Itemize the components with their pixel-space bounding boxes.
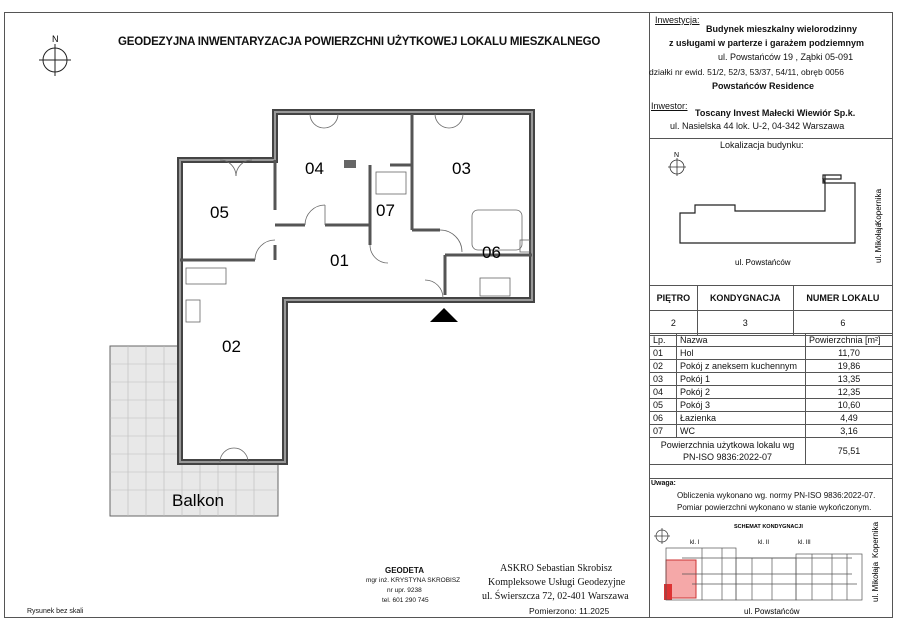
- notes-label: Uwaga:: [651, 480, 676, 487]
- measured-date: Pomierzono: 11.2025: [529, 606, 610, 616]
- company-services: Kompleksowe Usługi Geodezyjne: [488, 577, 626, 588]
- investment-line5: Powstańców Residence: [712, 81, 815, 91]
- row-lp: 07: [650, 425, 677, 438]
- investor-line1: Toscany Invest Małecki Wiewiór Sp.k.: [695, 108, 856, 118]
- rooms-header-area: Powierzchnia [m²]: [806, 334, 893, 347]
- row-lp: 04: [650, 386, 677, 399]
- total-label-line2: PN-ISO 9836:2022-07: [682, 452, 773, 462]
- floor-schema: [652, 518, 890, 616]
- row-area: 10,60: [806, 399, 893, 412]
- investment-line2: z usługami w parterze i garażem podziemnym: [669, 38, 865, 48]
- company-address: ul. Świerszcza 72, 02-401 Warszawa: [482, 591, 629, 602]
- room-label-07: 07: [376, 201, 395, 220]
- room-label-05: 05: [210, 203, 229, 222]
- balcony-label: Balkon: [172, 491, 224, 510]
- schema-kl3: kl. III: [798, 540, 811, 546]
- row-lp: 03: [650, 373, 677, 386]
- row-name: Pokój z aneksem kuchennym: [677, 360, 806, 373]
- divider: [649, 478, 893, 479]
- geodeta-name: mgr inż. KRYSTYNA SKROBISZ: [366, 577, 461, 584]
- scale-note: Rysunek bez skali: [27, 608, 84, 615]
- row-lp: 02: [650, 360, 677, 373]
- investment-line1: Budynek mieszkalny wielorodzinny: [706, 24, 858, 34]
- investor-line2: ul. Nasielska 44 lok. U-2, 04-342 Warszawa: [670, 121, 845, 131]
- investment-label: Inwestycja:: [655, 15, 700, 25]
- row-name: Pokój 1: [677, 373, 806, 386]
- total-value: 75,51: [806, 438, 893, 465]
- investor-label: Inwestor:: [651, 101, 688, 111]
- table-row: [650, 360, 893, 373]
- entrance-arrow-icon: [430, 308, 458, 322]
- row-name: Łazienka: [677, 412, 806, 425]
- room-label-03: 03: [452, 159, 471, 178]
- document-title: GEODEZYJNA INWENTARYZACJA POWIERZCHNI UŻYTKOWEJ LOKALU MIESZKALNEGO: [118, 36, 601, 48]
- summary-value-level: 3: [697, 311, 793, 336]
- schema-kl1: kl. I: [690, 540, 700, 546]
- summary-table: [649, 285, 893, 336]
- room-label-04: 04: [305, 159, 324, 178]
- row-name: Pokój 2: [677, 386, 806, 399]
- schema-street-right2: ul. Mikołaja: [871, 561, 880, 602]
- row-name: Pokój 3: [677, 399, 806, 412]
- svg-text:N: N: [674, 152, 680, 159]
- room-label-01: 01: [330, 251, 349, 270]
- row-name: WC: [677, 425, 806, 438]
- row-area: 11,70: [806, 347, 893, 360]
- schema-kl2: kl. II: [758, 540, 770, 546]
- geodeta-phone: tel. 601 290 745: [382, 597, 429, 604]
- location-street-bottom: ul. Powstańców: [735, 258, 791, 267]
- compass-letter: N: [52, 34, 59, 44]
- row-area: 3,16: [806, 425, 893, 438]
- schema-title: SCHEMAT KONDYGNACJI: [734, 524, 803, 530]
- location-street-right2: ul. Mikołaja: [874, 222, 883, 263]
- row-lp: 06: [650, 412, 677, 425]
- row-lp: 05: [650, 399, 677, 412]
- row-area: 13,35: [806, 373, 893, 386]
- table-row: [650, 347, 893, 360]
- divider: [649, 138, 893, 139]
- row-area: 19,86: [806, 360, 893, 373]
- schema-highlight-balcony: [664, 584, 672, 600]
- total-label-line1: Powierzchnia użytkowa lokalu wg: [660, 440, 795, 450]
- investment-line4: działki nr ewid. 51/2, 52/3, 53/37, 54/11, obręb 0056: [649, 67, 845, 77]
- notes-line2: Pomiar powierzchni wykonano w stanie wykończonym.: [677, 503, 872, 512]
- table-row: [650, 373, 893, 386]
- summary-value-unit: 6: [793, 311, 892, 336]
- total-label: [650, 438, 806, 465]
- geodeta-title: GEODETA: [385, 566, 424, 575]
- row-lp: 01: [650, 347, 677, 360]
- location-street-right1: Kopernika: [874, 188, 883, 225]
- row-name: Hol: [677, 347, 806, 360]
- row-area: 12,35: [806, 386, 893, 399]
- location-label: Lokalizacja budynku:: [720, 140, 804, 150]
- rooms-header-name: Nazwa: [677, 334, 806, 347]
- schema-street-bottom: ul. Powstańców: [744, 607, 800, 616]
- room-label-02: 02: [222, 337, 241, 356]
- table-row: [650, 425, 893, 438]
- company-name: ASKRO Sebastian Skrobisz: [500, 563, 613, 574]
- summary-value-floor: 2: [650, 311, 698, 336]
- divider: [649, 516, 893, 517]
- notes-line1: Obliczenia wykonano wg. normy PN-ISO 9836:2022-07.: [677, 491, 876, 500]
- building-outline: [680, 175, 855, 243]
- rooms-table: [649, 333, 893, 465]
- ventilation-shaft: [344, 160, 356, 168]
- geodeta-license: nr upr. 9238: [387, 587, 422, 594]
- row-area: 4,49: [806, 412, 893, 425]
- north-compass-icon: [38, 32, 72, 82]
- room-label-06: 06: [482, 243, 501, 262]
- table-row: [650, 399, 893, 412]
- summary-header-unit: NUMER LOKALU: [793, 286, 892, 311]
- schema-street-right1: Kopernika: [871, 521, 880, 558]
- summary-header-floor: PIĘTRO: [650, 286, 698, 311]
- investment-line3: ul. Powstańców 19 , Ząbki 05-091: [718, 52, 854, 62]
- floor-plan: [100, 100, 550, 530]
- rooms-header-lp: Lp.: [650, 334, 677, 347]
- summary-header-level: KONDYGNACJA: [697, 286, 793, 311]
- table-row: [650, 412, 893, 425]
- table-row: [650, 386, 893, 399]
- location-map: [655, 145, 890, 275]
